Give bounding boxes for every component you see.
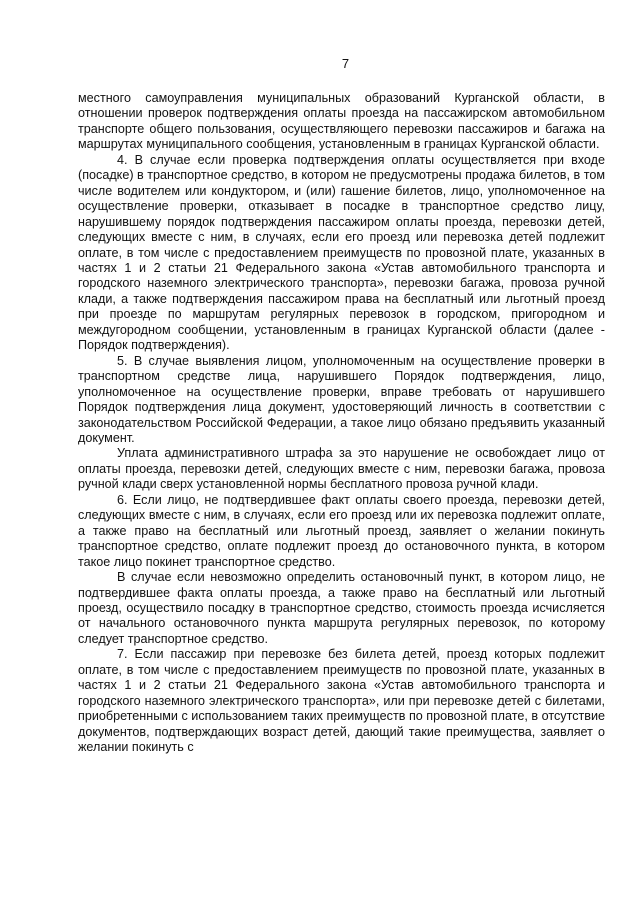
paragraph: 5. В случае выявления лицом, уполномоченным на осуществление проверки в транспортном средстве лица, нарушившего Порядок подтверждения, лицо, уполномоченное на осуществление проверки, вправе требовать от нарушившего Порядок подтверждения лица документ, удостоверяющий личность в соответствии с законодательством Российской Федерации, а такое лицо обязано предъявить указанный документ. (78, 353, 605, 445)
paragraph: местного самоуправления муниципальных образований Курганской области, в отношении проверок подтверждения оплаты проезда на пассажирском автомобильном транспорте общего пользования, осуществляющего перевозки пассажиров и багажа на маршрутах муниципального сообщения, установленным в границах Курганской области. (78, 91, 605, 152)
paragraph: 6. Если лицо, не подтвердившее факт оплаты своего проезда, перевозки детей, следующих вместе с ним, в случаях, если его проезд или их перевозка подлежит оплате, а также право на бесплатный или льготный проезд, заявляет о желании покинуть транспортное средство, оплате подлежит проезд до остановочного пункта, в котором такое лицо покинет транспортное средство. (78, 492, 605, 569)
paragraph: В случае если невозможно определить остановочный пункт, в котором лицо, не подтвердившее факта оплаты проезда, а также право на бесплатный или льготный проезд, осуществило посадку в транспортное средство, стоимость проезда исчисляется от начального остановочного пункта маршрута регулярных перевозок, по которому следует транспортное средство. (78, 570, 605, 646)
paragraph: 4. В случае если проверка подтверждения оплаты осуществляется при входе (посадке) в транспортное средство, в котором не предусмотрены продажа билетов, в том числе водителем или кондуктором, и (или) гашение билетов, лицо, уполномоченное на осуществление проверки, отказывает в посадке в транспортное средство лицу, нарушившему порядок подтверждения пассажиром оплаты проезда, перевозки детей, следующих вместе с ним, в случаях, если его проезд или перевозка детей подлежит оплате, в том числе с предоставлением преимуществ по провозной плате, указанных в частях 1 и 2 статьи 21 Федерального закона «Устав автомобильного транспорта и городского наземного электрического транспорта», перевозки багажа, провоза ручной клади, а также подтверждения пассажиром права на бесплатный или льготный проезд при проезде по маршрутам регулярных перевозок в городском, пригородном и междугородном сообщении, установленным в границах Курганской области (далее - Порядок подтверждения). (78, 152, 605, 353)
document-body (78, 91, 605, 755)
page-number: 7 (341, 56, 350, 71)
paragraph: Уплата административного штрафа за это нарушение не освобождает лицо от оплаты проезда, перевозки детей, следующих вместе с ним, перевозки багажа, провоза ручной клади сверх установленной нормы бесплатного провоза ручной клади. (78, 446, 605, 492)
paragraph: 7. Если пассажир при перевозке без билета детей, проезд которых подлежит оплате, в том числе с предоставлением преимуществ по провозной плате, указанных в частях 1 и 2 статьи 21 Федерального закона «Устав автомобильного транспорта и городского наземного электрического транспорта», или при перевозке детей с билетами, приобретенными с использованием таких преимуществ по провозной плате, в отсутствие документов, подтверждающих возраст детей, дающий такие преимущества, заявляет о желании покинуть с (78, 647, 605, 755)
